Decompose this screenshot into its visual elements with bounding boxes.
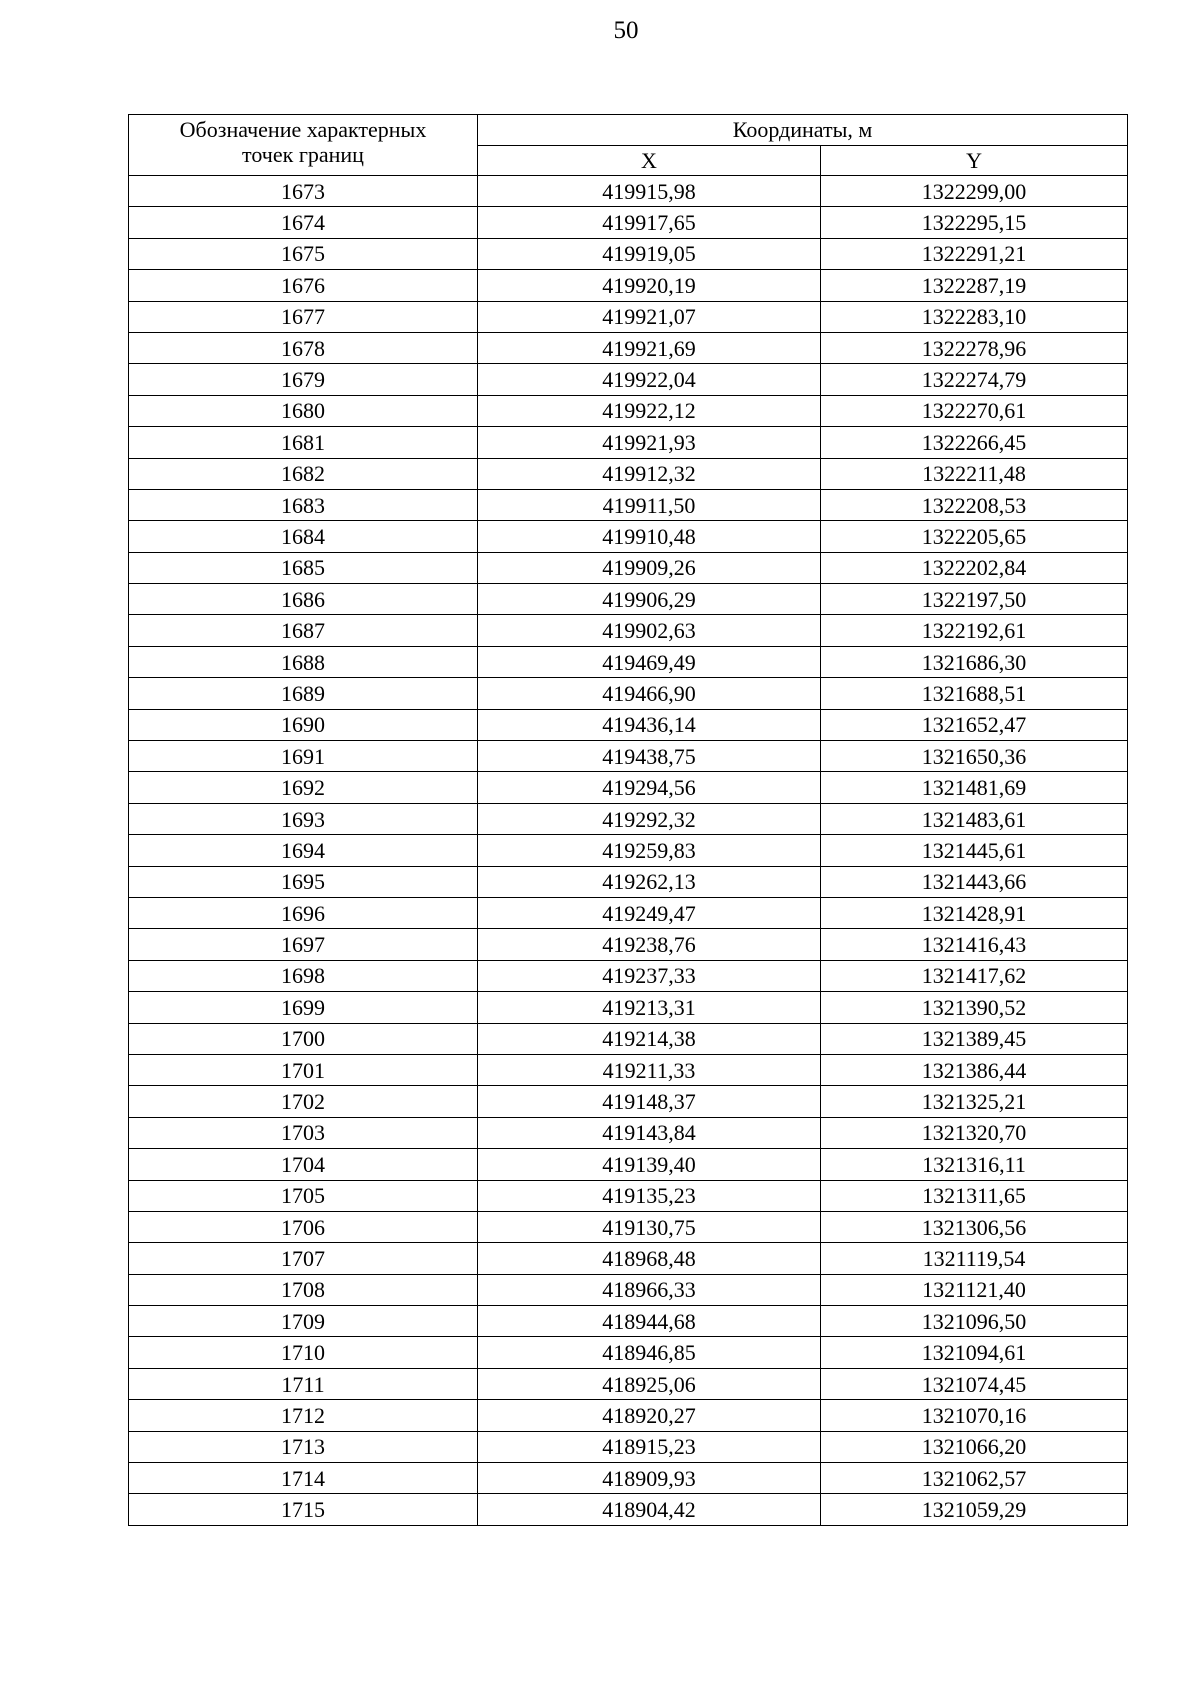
table-row <box>129 1211 1128 1242</box>
y-coordinate-cell: 1321417,62 <box>821 960 1128 991</box>
y-coordinate-cell: 1321320,70 <box>821 1117 1128 1148</box>
x-coordinate-cell: 419292,32 <box>478 803 821 834</box>
table-row <box>129 615 1128 646</box>
table-row <box>129 1054 1128 1085</box>
table-row <box>129 301 1128 332</box>
point-id-cell: 1692 <box>129 772 478 803</box>
y-coordinate-cell: 1322211,48 <box>821 458 1128 489</box>
x-coordinate-cell: 419902,63 <box>478 615 821 646</box>
y-coordinate-cell: 1322205,65 <box>821 521 1128 552</box>
table-row <box>129 521 1128 552</box>
table-row <box>129 1086 1128 1117</box>
x-coordinate-cell: 419466,90 <box>478 678 821 709</box>
table-header <box>129 115 1128 176</box>
y-coordinate-cell: 1322266,45 <box>821 427 1128 458</box>
x-coordinate-cell: 419922,04 <box>478 364 821 395</box>
point-id-cell: 1675 <box>129 238 478 269</box>
y-coordinate-cell: 1321119,54 <box>821 1243 1128 1274</box>
table-row <box>129 1400 1128 1431</box>
y-coordinate-cell: 1321066,20 <box>821 1431 1128 1462</box>
table-row <box>129 364 1128 395</box>
point-id-cell: 1700 <box>129 1023 478 1054</box>
point-id-cell: 1705 <box>129 1180 478 1211</box>
table-row <box>129 207 1128 238</box>
table-row <box>129 238 1128 269</box>
x-coordinate-cell: 419469,49 <box>478 646 821 677</box>
point-id-cell: 1704 <box>129 1149 478 1180</box>
point-id-cell: 1702 <box>129 1086 478 1117</box>
table-row <box>129 489 1128 520</box>
x-coordinate-cell: 419915,98 <box>478 176 821 207</box>
table-row <box>129 552 1128 583</box>
x-coordinate-cell: 419921,69 <box>478 332 821 363</box>
x-coordinate-cell: 419920,19 <box>478 270 821 301</box>
x-coordinate-cell: 418920,27 <box>478 1400 821 1431</box>
table-row <box>129 427 1128 458</box>
x-coordinate-cell: 419910,48 <box>478 521 821 552</box>
x-coordinate-cell: 419238,76 <box>478 929 821 960</box>
point-id-cell: 1694 <box>129 835 478 866</box>
point-id-cell: 1695 <box>129 866 478 897</box>
point-id-cell: 1676 <box>129 270 478 301</box>
x-coordinate-cell: 419906,29 <box>478 584 821 615</box>
point-id-cell: 1706 <box>129 1211 478 1242</box>
point-id-cell: 1686 <box>129 584 478 615</box>
header-coordinates-label: Координаты, м <box>478 115 1128 146</box>
table-row <box>129 866 1128 897</box>
point-id-cell: 1677 <box>129 301 478 332</box>
x-coordinate-cell: 419438,75 <box>478 741 821 772</box>
y-coordinate-cell: 1322192,61 <box>821 615 1128 646</box>
point-id-cell: 1696 <box>129 897 478 928</box>
x-coordinate-cell: 419909,26 <box>478 552 821 583</box>
point-id-cell: 1682 <box>129 458 478 489</box>
point-id-cell: 1712 <box>129 1400 478 1431</box>
x-coordinate-cell: 419135,23 <box>478 1180 821 1211</box>
table-row <box>129 1306 1128 1337</box>
table-row <box>129 709 1128 740</box>
x-coordinate-cell: 419921,07 <box>478 301 821 332</box>
x-coordinate-cell: 419259,83 <box>478 835 821 866</box>
table-row <box>129 741 1128 772</box>
y-coordinate-cell: 1321325,21 <box>821 1086 1128 1117</box>
x-coordinate-cell: 419213,31 <box>478 992 821 1023</box>
header-y-label: Y <box>821 145 1128 176</box>
x-coordinate-cell: 419921,93 <box>478 427 821 458</box>
point-id-cell: 1703 <box>129 1117 478 1148</box>
point-id-cell: 1711 <box>129 1368 478 1399</box>
point-id-cell: 1708 <box>129 1274 478 1305</box>
y-coordinate-cell: 1322295,15 <box>821 207 1128 238</box>
point-id-cell: 1681 <box>129 427 478 458</box>
table-row <box>129 1149 1128 1180</box>
table-row <box>129 1337 1128 1368</box>
y-coordinate-cell: 1321316,11 <box>821 1149 1128 1180</box>
y-coordinate-cell: 1321445,61 <box>821 835 1128 866</box>
point-id-cell: 1710 <box>129 1337 478 1368</box>
x-coordinate-cell: 419211,33 <box>478 1054 821 1085</box>
table-row <box>129 176 1128 207</box>
x-coordinate-cell: 418968,48 <box>478 1243 821 1274</box>
y-coordinate-cell: 1322208,53 <box>821 489 1128 520</box>
y-coordinate-cell: 1321070,16 <box>821 1400 1128 1431</box>
x-coordinate-cell: 418944,68 <box>478 1306 821 1337</box>
header-x-label: X <box>478 145 821 176</box>
point-id-cell: 1697 <box>129 929 478 960</box>
y-coordinate-cell: 1321121,40 <box>821 1274 1128 1305</box>
table-row <box>129 960 1128 991</box>
point-id-cell: 1683 <box>129 489 478 520</box>
y-coordinate-cell: 1321389,45 <box>821 1023 1128 1054</box>
table-row <box>129 1180 1128 1211</box>
page-number: 50 <box>613 17 639 44</box>
point-id-cell: 1679 <box>129 364 478 395</box>
table-row <box>129 835 1128 866</box>
x-coordinate-cell: 419917,65 <box>478 207 821 238</box>
table-row <box>129 1463 1128 1494</box>
point-id-cell: 1701 <box>129 1054 478 1085</box>
table-row <box>129 897 1128 928</box>
y-coordinate-cell: 1321306,56 <box>821 1211 1128 1242</box>
y-coordinate-cell: 1321650,36 <box>821 741 1128 772</box>
table-row <box>129 992 1128 1023</box>
x-coordinate-cell: 419922,12 <box>478 395 821 426</box>
table-row <box>129 1243 1128 1274</box>
x-coordinate-cell: 419148,37 <box>478 1086 821 1117</box>
table-row <box>129 646 1128 677</box>
x-coordinate-cell: 419130,75 <box>478 1211 821 1242</box>
table-row <box>129 395 1128 426</box>
point-id-cell: 1691 <box>129 741 478 772</box>
point-id-cell: 1689 <box>129 678 478 709</box>
table-row <box>129 1431 1128 1462</box>
table-row <box>129 584 1128 615</box>
x-coordinate-cell: 419249,47 <box>478 897 821 928</box>
table-row <box>129 678 1128 709</box>
y-coordinate-cell: 1321094,61 <box>821 1337 1128 1368</box>
point-id-cell: 1713 <box>129 1431 478 1462</box>
x-coordinate-cell: 418904,42 <box>478 1494 821 1525</box>
y-coordinate-cell: 1321059,29 <box>821 1494 1128 1525</box>
header-row <box>129 115 1128 146</box>
point-id-cell: 1684 <box>129 521 478 552</box>
y-coordinate-cell: 1321481,69 <box>821 772 1128 803</box>
y-coordinate-cell: 1322287,19 <box>821 270 1128 301</box>
header-points-label-line2: точек границ <box>242 142 364 167</box>
y-coordinate-cell: 1321688,51 <box>821 678 1128 709</box>
point-id-cell: 1674 <box>129 207 478 238</box>
x-coordinate-cell: 418946,85 <box>478 1337 821 1368</box>
table-row <box>129 1117 1128 1148</box>
x-coordinate-cell: 418909,93 <box>478 1463 821 1494</box>
y-coordinate-cell: 1321096,50 <box>821 1306 1128 1337</box>
table-row <box>129 1494 1128 1525</box>
x-coordinate-cell: 418915,23 <box>478 1431 821 1462</box>
y-coordinate-cell: 1321652,47 <box>821 709 1128 740</box>
point-id-cell: 1673 <box>129 176 478 207</box>
x-coordinate-cell: 419262,13 <box>478 866 821 897</box>
y-coordinate-cell: 1321074,45 <box>821 1368 1128 1399</box>
table-row <box>129 803 1128 834</box>
x-coordinate-cell: 418925,06 <box>478 1368 821 1399</box>
point-id-cell: 1707 <box>129 1243 478 1274</box>
y-coordinate-cell: 1321386,44 <box>821 1054 1128 1085</box>
x-coordinate-cell: 419436,14 <box>478 709 821 740</box>
y-coordinate-cell: 1322278,96 <box>821 332 1128 363</box>
y-coordinate-cell: 1322283,10 <box>821 301 1128 332</box>
table-row <box>129 332 1128 363</box>
header-points-label-line1: Обозначение характерных <box>179 117 427 142</box>
table-row <box>129 270 1128 301</box>
table-body <box>129 176 1128 1526</box>
x-coordinate-cell: 419919,05 <box>478 238 821 269</box>
y-coordinate-cell: 1321390,52 <box>821 992 1128 1023</box>
point-id-cell: 1715 <box>129 1494 478 1525</box>
x-coordinate-cell: 419912,32 <box>478 458 821 489</box>
y-coordinate-cell: 1321483,61 <box>821 803 1128 834</box>
point-id-cell: 1714 <box>129 1463 478 1494</box>
table-row <box>129 1023 1128 1054</box>
header-points-label <box>129 115 478 176</box>
y-coordinate-cell: 1322197,50 <box>821 584 1128 615</box>
x-coordinate-cell: 419214,38 <box>478 1023 821 1054</box>
y-coordinate-cell: 1322274,79 <box>821 364 1128 395</box>
table-row <box>129 1274 1128 1305</box>
x-coordinate-cell: 419911,50 <box>478 489 821 520</box>
y-coordinate-cell: 1322202,84 <box>821 552 1128 583</box>
point-id-cell: 1693 <box>129 803 478 834</box>
y-coordinate-cell: 1322291,21 <box>821 238 1128 269</box>
table-row <box>129 772 1128 803</box>
coordinates-table <box>128 114 1128 1526</box>
table-row <box>129 929 1128 960</box>
point-id-cell: 1709 <box>129 1306 478 1337</box>
point-id-cell: 1688 <box>129 646 478 677</box>
point-id-cell: 1685 <box>129 552 478 583</box>
table-row <box>129 458 1128 489</box>
point-id-cell: 1690 <box>129 709 478 740</box>
point-id-cell: 1698 <box>129 960 478 991</box>
x-coordinate-cell: 419237,33 <box>478 960 821 991</box>
y-coordinate-cell: 1322270,61 <box>821 395 1128 426</box>
y-coordinate-cell: 1321416,43 <box>821 929 1128 960</box>
y-coordinate-cell: 1321062,57 <box>821 1463 1128 1494</box>
table-row <box>129 1368 1128 1399</box>
x-coordinate-cell: 419139,40 <box>478 1149 821 1180</box>
x-coordinate-cell: 419294,56 <box>478 772 821 803</box>
point-id-cell: 1680 <box>129 395 478 426</box>
y-coordinate-cell: 1322299,00 <box>821 176 1128 207</box>
y-coordinate-cell: 1321311,65 <box>821 1180 1128 1211</box>
x-coordinate-cell: 418966,33 <box>478 1274 821 1305</box>
y-coordinate-cell: 1321428,91 <box>821 897 1128 928</box>
y-coordinate-cell: 1321443,66 <box>821 866 1128 897</box>
point-id-cell: 1687 <box>129 615 478 646</box>
y-coordinate-cell: 1321686,30 <box>821 646 1128 677</box>
x-coordinate-cell: 419143,84 <box>478 1117 821 1148</box>
point-id-cell: 1678 <box>129 332 478 363</box>
point-id-cell: 1699 <box>129 992 478 1023</box>
